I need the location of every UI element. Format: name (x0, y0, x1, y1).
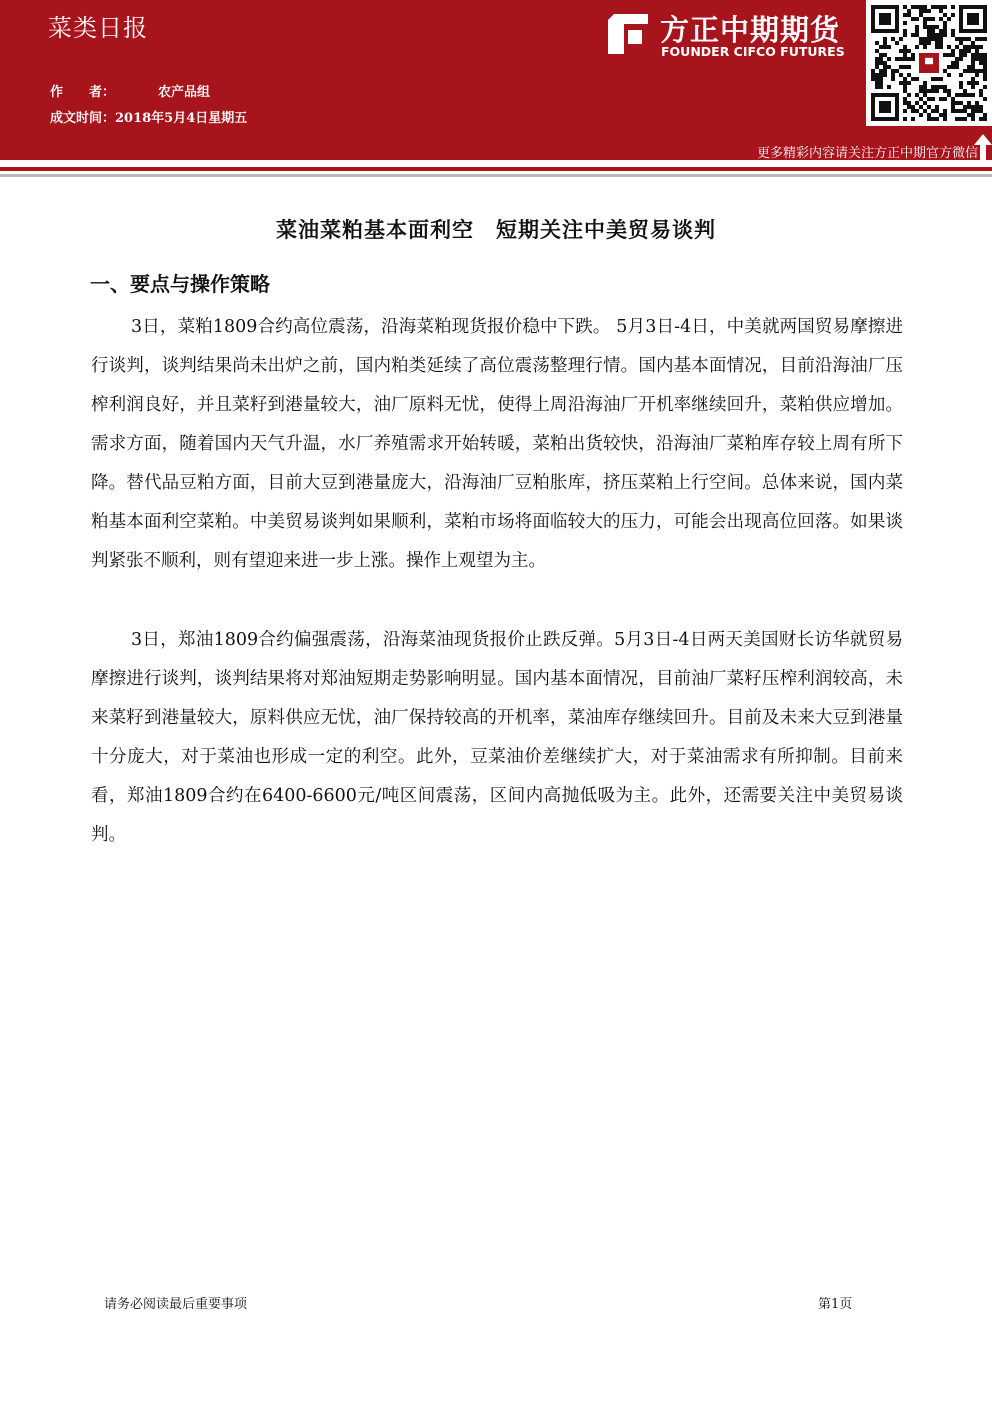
qr-code-icon (866, 0, 992, 126)
logo-english-name: FOUNDER CIFCO FUTURES (661, 44, 845, 59)
author-label: 作 者： (50, 85, 116, 100)
body-paragraph-rapeseed-meal: 3日，菜粕1809合约高位震荡，沿海菜粕现货报价稳中下跌。 5月3日-4日，中美就两国贸易摩擦进行谈判，谈判结果尚未出炉之前，国内粕类延续了高位震荡整理行情。国内基本面情况，目前沿海油厂压榨利润良好，并且菜籽到港量较大，油厂原料无忧，使得上周沿海油厂开机率继续回升，菜粕供应增加。需求方面，随着国内天气升温，水厂养殖需求开始转暖，菜粕出货较快，沿海油厂菜粕库存较上周有所下降。替代品豆粕方面，目前大豆到港量庞大，沿海油厂豆粕胀库，挤压菜粕上行空间。总体来说，国内菜粕基本面利空菜粕。中美贸易谈判如果顺利，菜粕市场将面临较大的压力，可能会出现高位回落。如果谈判紧张不顺利，则有望迎来进一步上涨。操作上观望为主。 (91, 317, 903, 571)
date-line: 成文时间：2018年5月4日星期五 (50, 111, 248, 126)
arrow-up-icon (974, 134, 992, 160)
author-line (50, 81, 210, 100)
wechat-qr-code (866, 0, 992, 126)
page-number: 第1页 (818, 1297, 853, 1312)
section-heading: 一、要点与操作策略 (90, 272, 270, 296)
company-logo (604, 8, 854, 60)
follow-wechat-text: 更多精彩内容请关注方正中期官方微信 (756, 146, 978, 161)
header-divider-grey (0, 174, 992, 177)
logo-chinese-name: 方正中期期货 (660, 13, 841, 47)
report-title: 菜类日报 (48, 14, 148, 42)
report-header-band (0, 0, 992, 160)
logo-mark-icon (604, 10, 652, 58)
body-paragraph-rapeseed-oil: 3日，郑油1809合约偏强震荡，沿海菜油现货报价止跌反弹。5月3日-4日两天美国财长访华就贸易摩擦进行谈判，谈判结果将对郑油短期走势影响明显。国内基本面情况，目前油厂菜籽压榨利润较高，未来菜籽到港量较大，原料供应无忧，油厂保持较高的开机率，菜油库存继续回升。目前及未来大豆到港量十分庞大，对于菜油也形成一定的利空。此外，豆菜油价差继续扩大，对于菜油需求有所抑制。目前来看，郑油1809合约在6400-6600元/吨区间震荡，区间内高抛低吸为主。此外，还需要关注中美贸易谈判。 (91, 630, 903, 845)
document-title: 菜油菜粕基本面利空 短期关注中美贸易谈判 (276, 218, 716, 242)
header-divider-red (0, 167, 992, 171)
author-value: 农产品组 (158, 85, 211, 100)
footer-notice: 请务必阅读最后重要事项 (104, 1297, 248, 1312)
